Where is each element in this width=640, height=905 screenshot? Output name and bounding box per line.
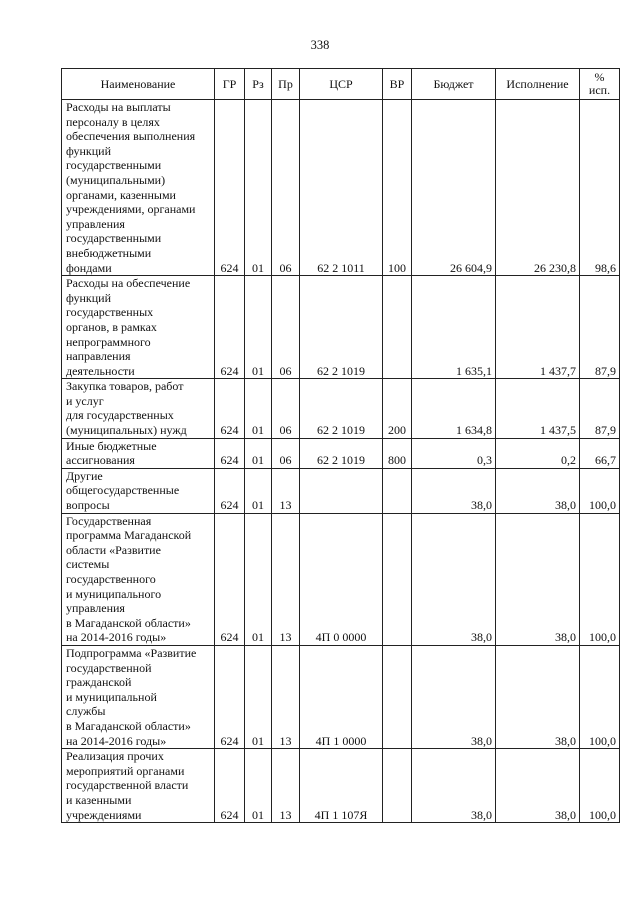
- header-name: Наименование: [62, 69, 215, 100]
- cell-csr: 62 2 1019: [300, 379, 383, 438]
- budget-table: [61, 68, 620, 823]
- cell-budget: 1 634,8: [412, 379, 496, 438]
- cell-name: Государственная программа Магаданской области «Развитие системы государственного и муниципального управления в Магаданской области» на 2014-2016 годы»: [62, 513, 215, 645]
- cell-csr: 62 2 1019: [300, 438, 383, 468]
- table-row: [62, 513, 620, 645]
- cell-percent: 100,0: [580, 749, 620, 823]
- cell-rz: 01: [245, 645, 272, 748]
- cell-vr: 200: [383, 379, 412, 438]
- cell-execution: 1 437,5: [496, 379, 580, 438]
- header-budget: Бюджет: [412, 69, 496, 100]
- header-rz: Рз: [245, 69, 272, 100]
- header-execution: Исполнение: [496, 69, 580, 100]
- cell-gr: 624: [215, 276, 245, 379]
- cell-gr: 624: [215, 468, 245, 513]
- cell-percent: 87,9: [580, 379, 620, 438]
- cell-execution: 38,0: [496, 513, 580, 645]
- cell-gr: 624: [215, 438, 245, 468]
- cell-gr: 624: [215, 379, 245, 438]
- cell-gr: 624: [215, 749, 245, 823]
- cell-percent: 66,7: [580, 438, 620, 468]
- cell-name: Реализация прочих мероприятий органами государственной власти и казенными учреждениями: [62, 749, 215, 823]
- cell-name: Закупка товаров, работ и услуг для государственных (муниципальных) нужд: [62, 379, 215, 438]
- cell-vr: [383, 276, 412, 379]
- cell-percent: 100,0: [580, 513, 620, 645]
- cell-vr: [383, 749, 412, 823]
- table-row: [62, 438, 620, 468]
- cell-vr: 800: [383, 438, 412, 468]
- cell-gr: 624: [215, 645, 245, 748]
- cell-rz: 01: [245, 379, 272, 438]
- cell-pr: 13: [272, 513, 300, 645]
- cell-budget: 1 635,1: [412, 276, 496, 379]
- cell-vr: [383, 468, 412, 513]
- table-row: [62, 645, 620, 748]
- cell-pr: 13: [272, 468, 300, 513]
- cell-rz: 01: [245, 438, 272, 468]
- cell-csr: 62 2 1019: [300, 276, 383, 379]
- cell-percent: 87,9: [580, 276, 620, 379]
- cell-execution: 1 437,7: [496, 276, 580, 379]
- cell-budget: 38,0: [412, 645, 496, 748]
- cell-csr: 4П 0 0000: [300, 513, 383, 645]
- cell-percent: 98,6: [580, 100, 620, 276]
- cell-pr: 06: [272, 438, 300, 468]
- cell-budget: 0,3: [412, 438, 496, 468]
- page-number: 338: [310, 38, 330, 52]
- cell-rz: 01: [245, 513, 272, 645]
- cell-pr: 13: [272, 645, 300, 748]
- cell-rz: 01: [245, 468, 272, 513]
- cell-budget: 38,0: [412, 749, 496, 823]
- cell-csr: 4П 1 0000: [300, 645, 383, 748]
- cell-budget: 38,0: [412, 468, 496, 513]
- cell-percent: 100,0: [580, 468, 620, 513]
- cell-vr: [383, 513, 412, 645]
- header-percent: % исп.: [580, 69, 620, 100]
- header-csr: ЦСР: [300, 69, 383, 100]
- cell-execution: 38,0: [496, 468, 580, 513]
- cell-execution: 0,2: [496, 438, 580, 468]
- cell-name: Иные бюджетные ассигнования: [62, 438, 215, 468]
- table-row: [62, 468, 620, 513]
- cell-csr: [300, 468, 383, 513]
- cell-pr: 06: [272, 100, 300, 276]
- table-row: [62, 100, 620, 276]
- cell-vr: 100: [383, 100, 412, 276]
- table-header-row: [62, 69, 620, 100]
- cell-gr: 624: [215, 513, 245, 645]
- cell-pr: 06: [272, 379, 300, 438]
- header-pr: Пр: [272, 69, 300, 100]
- cell-pr: 06: [272, 276, 300, 379]
- cell-rz: 01: [245, 749, 272, 823]
- cell-vr: [383, 645, 412, 748]
- cell-name: Расходы на выплаты персоналу в целях обеспечения выполнения функций государственными (муниципальными) органами, казенными учреждениями, органами управления государственными внебюджетными фондами: [62, 100, 215, 276]
- table-body: [62, 100, 620, 823]
- cell-name: Подпрограмма «Развитие государственной гражданской и муниципальной службы в Магаданской области» на 2014-2016 годы»: [62, 645, 215, 748]
- cell-name: Расходы на обеспечение функций государственных органов, в рамках непрограммного направления деятельности: [62, 276, 215, 379]
- table-row: [62, 749, 620, 823]
- table-row: [62, 276, 620, 379]
- cell-gr: 624: [215, 100, 245, 276]
- cell-csr: 4П 1 107Я: [300, 749, 383, 823]
- header-vr: ВР: [383, 69, 412, 100]
- cell-rz: 01: [245, 100, 272, 276]
- cell-execution: 38,0: [496, 645, 580, 748]
- cell-execution: 26 230,8: [496, 100, 580, 276]
- header-gr: ГР: [215, 69, 245, 100]
- cell-execution: 38,0: [496, 749, 580, 823]
- cell-percent: 100,0: [580, 645, 620, 748]
- cell-csr: 62 2 1011: [300, 100, 383, 276]
- table-row: [62, 379, 620, 438]
- cell-budget: 38,0: [412, 513, 496, 645]
- cell-budget: 26 604,9: [412, 100, 496, 276]
- cell-pr: 13: [272, 749, 300, 823]
- cell-rz: 01: [245, 276, 272, 379]
- cell-name: Другие общегосударственные вопросы: [62, 468, 215, 513]
